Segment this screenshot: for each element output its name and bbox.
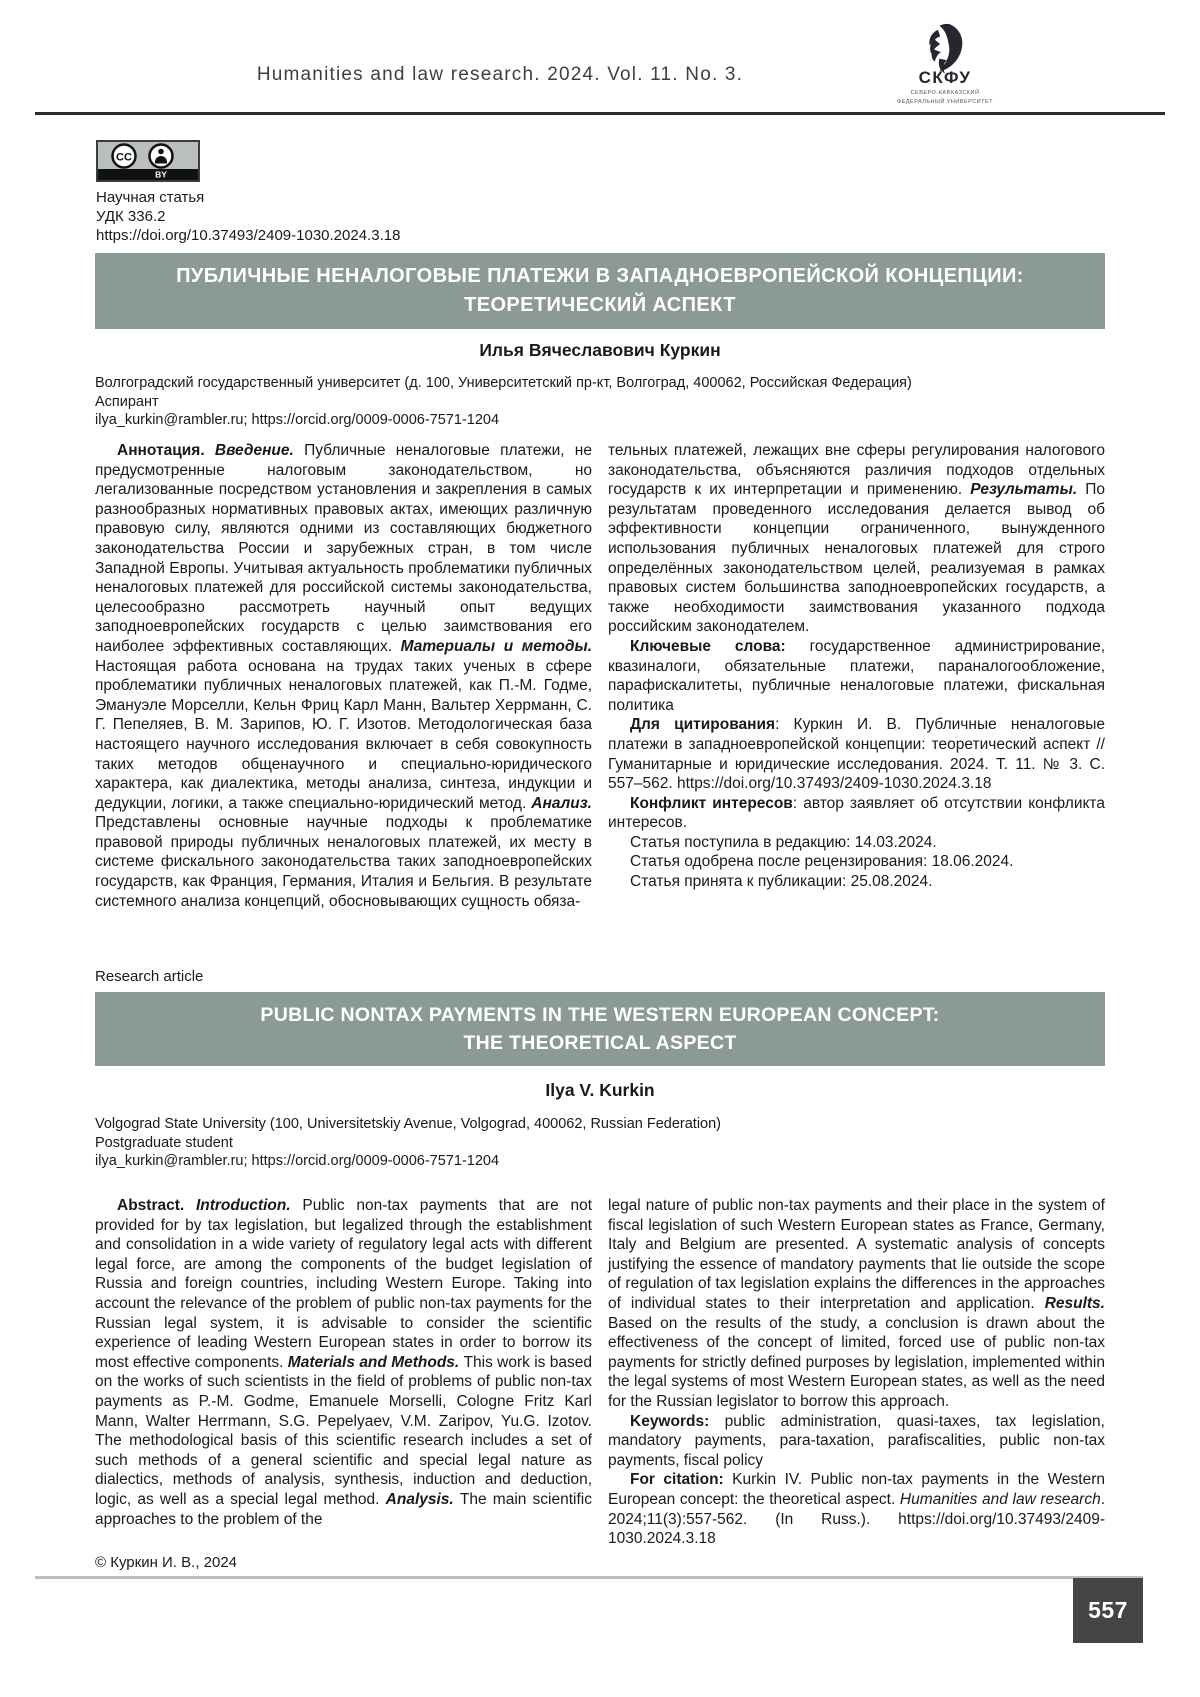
- ru-title-line1: ПУБЛИЧНЫЕ НЕНАЛОГОВЫЕ ПЛАТЕЖИ В ЗАПАДНОЕВРОПЕЙСКОЙ КОНЦЕПЦИИ:: [176, 265, 1024, 287]
- ru-abstract-left-column: [95, 441, 592, 911]
- ru-affiliation-line1: Волгоградский государственный университет (д. 100, Университетский пр-кт, Волгоград, 400062, Российская Федерация): [95, 375, 912, 391]
- paragraph: Конфликт интересов: автор заявляет об отсутствии конфликта интересов.: [608, 794, 1105, 832]
- paragraph: Статья принята к публикации: 25.08.2024.: [630, 873, 933, 891]
- ru-author-name: Илья Вячеславович Куркин: [479, 340, 721, 360]
- journal-header-line: Humanities and law research. 2024. Vol. 11. No. 3.: [256, 64, 744, 85]
- page-number-badge: [1073, 1578, 1143, 1643]
- cc-by-license-icon: [96, 140, 200, 182]
- en-affiliation-line2: Postgraduate student: [95, 1134, 233, 1151]
- logo-acronym: СКФУ: [918, 68, 972, 87]
- paragraph: Ключевые слова: государственное администрирование, квазиналоги, обязательные платежи, параналогообложение, парафискалитеты, публичные неналоговые платежи, фискальная политика: [608, 637, 1105, 714]
- en-abstract: [95, 1196, 1105, 1556]
- paragraph: Для цитирования: Куркин И. В. Публичные неналоговые платежи в западноевропейской концепции: теоретический аспект // Гуманитарные и юридические исследования. 2024. Т. 11. № 3. С. 557–562. https://doi.org/10.37493/2409-1030.2024.3.18: [608, 716, 1105, 793]
- en-affiliation-line1: Volgograd State University (100, Universitetskiy Avenue, Volgograd, 400062, Russian Federation): [95, 1116, 722, 1132]
- udc-label: УДК 336.2: [96, 208, 166, 225]
- cc-glyph: CC: [116, 151, 132, 164]
- article-meta: [96, 188, 400, 245]
- en-abstract-right-column: [608, 1196, 1105, 1549]
- paragraph: Статья одобрена после рецензирования: 18.06.2024.: [630, 853, 1014, 871]
- ru-abstract-right-column: [608, 441, 1105, 892]
- en-contact-line[interactable]: ilya_kurkin@rambler.ru; https://orcid.org/0009-0006-7571-1204: [95, 1153, 500, 1169]
- ru-affiliation: [95, 374, 1105, 430]
- ru-affiliation-line2: Аспирант: [95, 393, 159, 410]
- paragraph: тельных платежей, лежащих вне сферы регулирования налогового законодательства, объясняются различия подходов отдельных государств к их интерпретации и применению. Результаты. По результатам проведенного исследования делается вывод об эффективности концепции ограниченного, вынужденного использования публичных неналоговых платежей для строго определённых законодательством целей, реализуемая в рамках правовых систем большинства заподноевропейских государств, а также необходимости заимствования указанного подхода российским законодателем.: [608, 442, 1105, 636]
- by-glyph: BY: [155, 169, 167, 180]
- logo-subtitle-line1: СЕВЕРО-КАВКАЗСКИЙ: [910, 90, 980, 96]
- en-title-banner: [95, 992, 1105, 1066]
- doi-link[interactable]: https://doi.org/10.37493/2409-1030.2024.3.18: [96, 227, 401, 244]
- en-abstract-left-column: [95, 1196, 592, 1529]
- university-logo: [880, 22, 1010, 106]
- paragraph: Keywords: public administration, quasi-taxes, tax legislation, mandatory payments, para-taxation, parafiscalities, public non-tax payments, fiscal policy: [608, 1412, 1105, 1469]
- ru-title-banner: [95, 253, 1105, 329]
- page-number: 557: [1088, 1597, 1128, 1623]
- ru-contact-line[interactable]: ilya_kurkin@rambler.ru; https://orcid.org/0009-0006-7571-1204: [95, 412, 500, 428]
- paragraph: For citation: Kurkin IV. Public non-tax payments in the Western European concept: the theoretical aspect. Humanities and law research. 2024;11(3):557-562. (In Russ.). https://doi.org/10.37493/2409-1030.2024.3.18: [608, 1471, 1106, 1548]
- en-author-name: Ilya V. Kurkin: [545, 1080, 655, 1100]
- paragraph: Аннотация. Введение. Публичные неналоговые платежи, не предусмотренные налоговым законодательством, но легализованные посредством установления и закрепления в самых разнообразных нормативных правовых актах, имеющих различную правовую силу, являются одними из составляющих бюджетного законодательства России и зарубежных стран, в том числе Западной Европы. Учитывая актуальность проблематики публичных неналоговых платежей для российской системы законодательства, целесообразно рассмотреть научный опыт ведущих заподноевропейских государств с целью заимствования его наиболее эффективных составляющих. Материалы и методы. Настоящая работа основана на трудах таких ученых в сфере проблематики публичных неналоговых платежей, как П.-М. Годме, Эмануэле Морселли, Кельн Фриц Карл Манн, Вальтер Херрманн, С. Г. Пепеляев, В. М. Зарипов, Ю. Г. Изотов. Методологическая база настоящего научного исследования включает в себя совокупность таких методов общенаучного и специально-юридического характера, как диалектика, методы анализа, синтеза, индукции и дедукции, логики, а также специально-юридический метод. Анализ. Представлены основные научные подходы к проблематике правовой природы публичных неналоговых платежей, их месту в системе фискального законодательства таких заподноевропейских государств, как Франция, Германия, Италия и Бельгия. В результате системного анализа концепций, обосновывающих сущность обяза-: [95, 442, 592, 910]
- header-divider: [35, 112, 1165, 115]
- footer-divider: [35, 1576, 1143, 1579]
- article-type-label: Научная статья: [96, 189, 205, 206]
- en-title-line2: THE THEORETICAL ASPECT: [463, 1032, 737, 1054]
- research-article-label: Research article: [95, 968, 204, 985]
- logo-subtitle-line2: ФЕДЕРАЛЬНЫЙ УНИВЕРСИТЕТ: [896, 99, 994, 105]
- paragraph: Abstract. Introduction. Public non-tax payments that are not provided for by tax legislation, but legalized through the establishment and consolidation in a wide variety of regulatory legal acts with different legal force, are among the components of the budget legislation of Russia and foreign countries, including Western Europe. Taking into account the relevance of the problem of public non-tax payments for the Russian legal system, it is advisable to consider the scientific experience of leading Western European states in order to borrow its most effective components. Materials and Methods. This work is based on the works of such scientists in the field of problems of public non-tax payments as P.-M. Godme, Emanuele Morselli, Cologne Fritz Karl Mann, Walter Herrmann, S.G. Pepelyaev, V.M. Zaripov, Yu.G. Izotov. The methodological basis of this scientific research includes a set of such methods of a general scientific and special legal nature as dialectics, methods of analysis, synthesis, induction and deduction, logic, as well as a special legal method. Analysis. The main scientific approaches to the problem of the: [95, 1197, 593, 1528]
- paragraph: legal nature of public non-tax payments and their place in the system of fiscal legislation of such Western European states as France, Germany, Italy and Belgium are presented. A systematic analysis of concepts justifying the essence of mandatory payments that lie outside the scope of regulation of tax legislation explains the differences in the approaches of individual states to their interpretation and application. Results. Based on the results of the study, a conclusion is drawn about the effectiveness of the concept of limited, forced use of public non-tax payments for strictly defined purposes by legislation, implemented within the legal systems of most Western European states, as well as the need for the Russian legislator to borrow this approach.: [608, 1197, 1105, 1410]
- paragraph: Статья поступила в редакцию: 14.03.2024.: [630, 833, 937, 851]
- ru-abstract: [95, 441, 1105, 961]
- copyright-line: © Куркин И. В., 2024: [95, 1554, 238, 1571]
- en-affiliation: [95, 1115, 1105, 1171]
- en-title-line1: PUBLIC NONTAX PAYMENTS IN THE WESTERN EUROPEAN CONCEPT:: [260, 1004, 940, 1026]
- ru-title-line2: ТЕОРЕТИЧЕСКИЙ АСПЕКТ: [464, 294, 736, 316]
